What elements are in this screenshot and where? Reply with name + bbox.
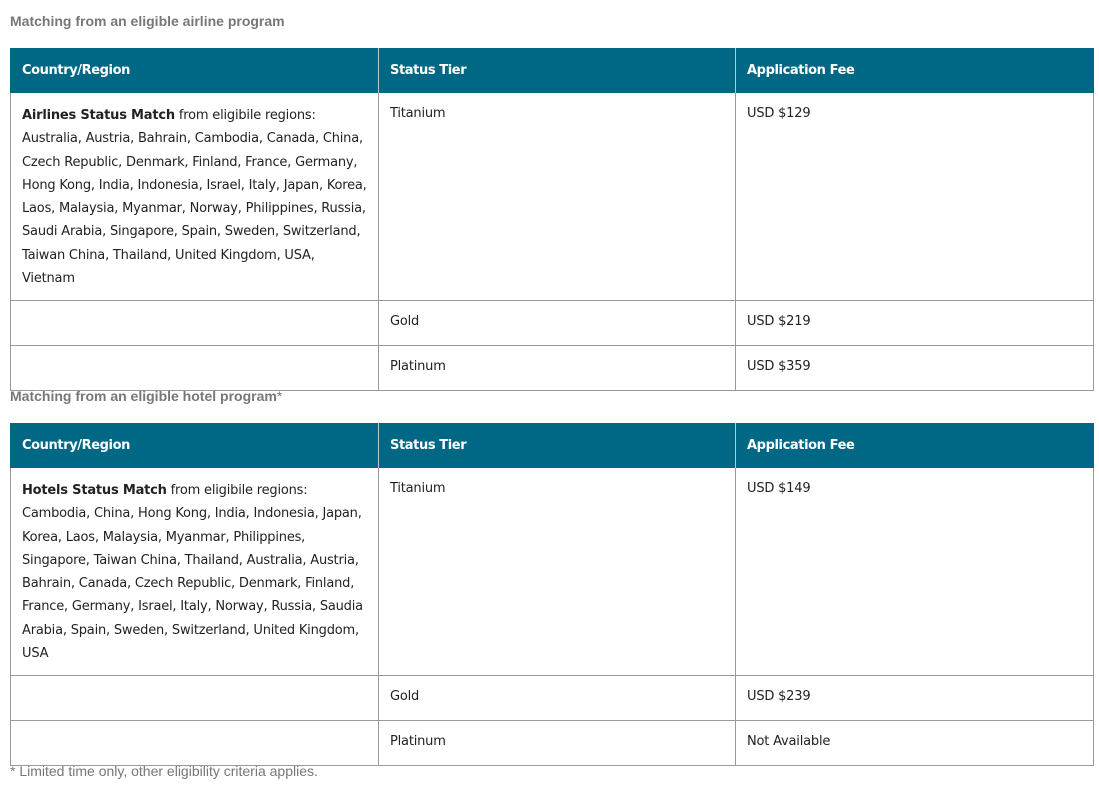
status-tier-cell: Platinum [379,346,736,391]
application-fee-cell: USD $149 [736,468,1094,676]
airline-section-heading: Matching from an eligible airline program [10,13,285,29]
region-cell-empty [11,676,379,721]
status-tier-cell: Titanium [379,468,736,676]
column-header-status-tier: Status Tier [379,423,736,468]
column-header-application-fee: Application Fee [736,48,1094,93]
status-tier-cell: Gold [379,301,736,346]
eligibility-footnote: * Limited time only, other eligibility criteria applies. [10,763,318,779]
table-row [11,468,1094,676]
application-fee-cell: USD $129 [736,93,1094,301]
table-header-row [11,423,1094,468]
region-list: from eligibile regions: Cambodia, China, Hong Kong, India, Indonesia, Japan, Korea, Laos, Malaysia, Myanmar, Philippines, Singapore, Taiwan China, Thailand, Australia, Austria, Bahrain, Canada, Czech Republic, Denmark, Finland, France, Germany, Israel, Italy, Norway, Russia, Saudia Arabia, Spain, Sweden, Switzerland, United Kingdom, USA [22,483,363,662]
region-list: from eligibile regions: Australia, Austria, Bahrain, Cambodia, Canada, China, Czech Republic, Denmark, Finland, France, Germany, Hong Kong, India, Indonesia, Israel, Italy, Japan, Korea, Laos, Malaysia, Myanmar, Norway, Philippines, Russia, Saudi Arabia, Singapore, Spain, Sweden, Switzerland, Taiwan China, Thailand, United Kingdom, USA, Vietnam [22,108,367,287]
column-header-region: Country/Region [11,48,379,93]
region-cell [11,468,379,676]
region-title: Hotels Status Match [22,483,167,498]
region-cell-empty [11,721,379,766]
application-fee-cell: USD $359 [736,346,1094,391]
table-row [11,301,1094,346]
table-row [11,676,1094,721]
table-row [11,346,1094,391]
hotel-section-heading [10,387,282,405]
table-row [11,93,1094,301]
table-row [11,721,1094,766]
column-header-status-tier: Status Tier [379,48,736,93]
application-fee-cell: USD $219 [736,301,1094,346]
hotel-status-match-table [10,423,1094,766]
application-fee-cell: Not Available [736,721,1094,766]
status-tier-cell: Platinum [379,721,736,766]
table-header-row [11,48,1094,93]
hotel-heading-text: Matching from an eligible hotel program [10,388,277,404]
status-tier-cell: Titanium [379,93,736,301]
airline-status-match-table [10,48,1094,391]
region-cell-empty [11,301,379,346]
status-tier-cell: Gold [379,676,736,721]
region-title: Airlines Status Match [22,108,175,123]
column-header-application-fee: Application Fee [736,423,1094,468]
region-cell-empty [11,346,379,391]
hotel-heading-asterisk: * [276,388,283,404]
region-cell [11,93,379,301]
application-fee-cell: USD $239 [736,676,1094,721]
column-header-region: Country/Region [11,423,379,468]
